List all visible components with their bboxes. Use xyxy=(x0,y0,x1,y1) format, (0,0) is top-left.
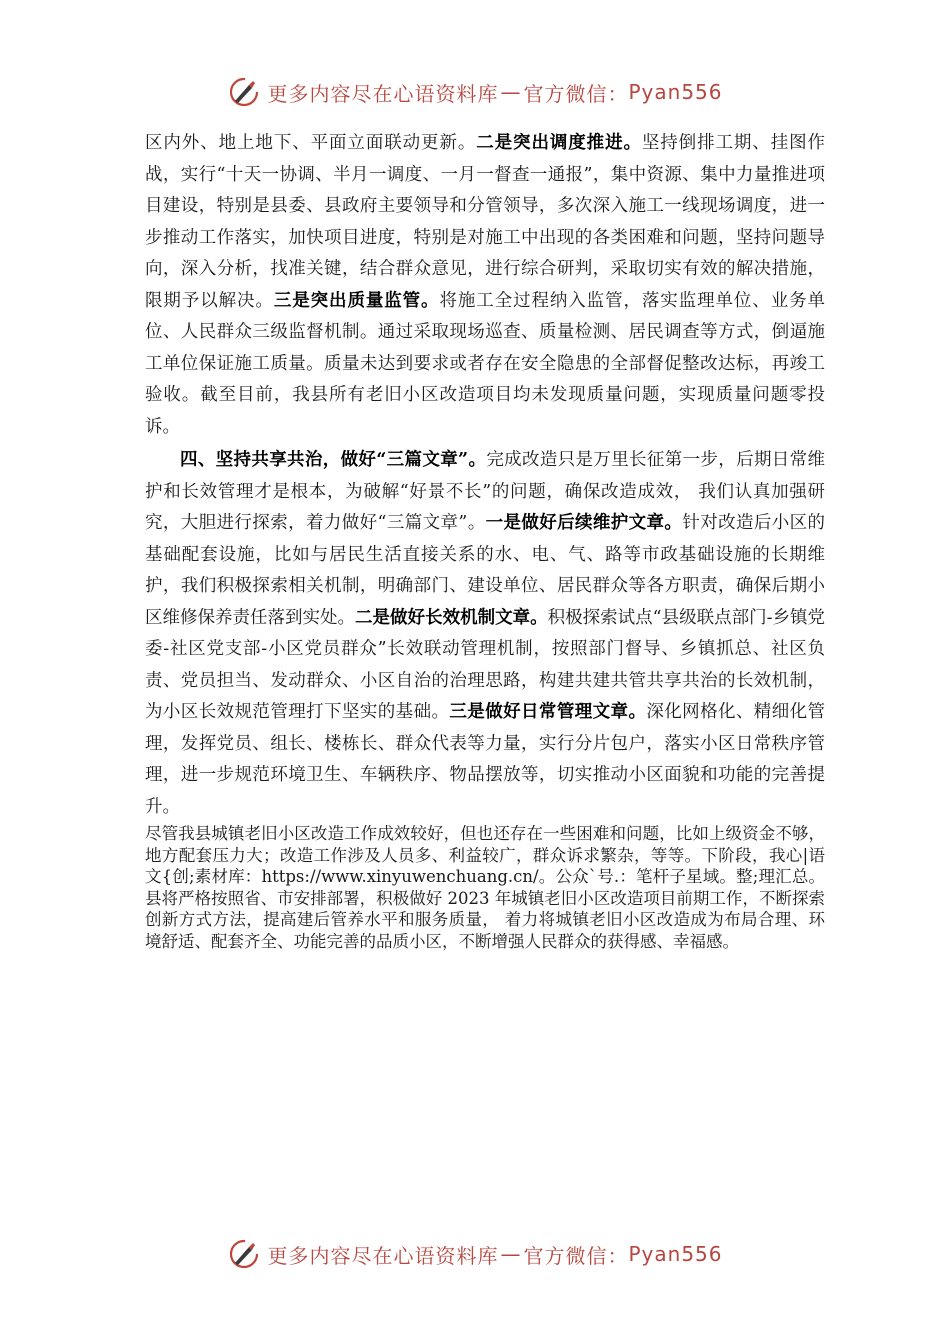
p1-text-1: 区内外、地上地下、平面立面联动更新。 xyxy=(145,133,477,153)
p2-text-3: 积极探索试点“县级联点部门-乡镇党委-社区党支部-小区党员群众”长效联动管理机制，按照部门督导、乡镇抓总、社区负责、党员担当、发动群众、小区自治的治理思路，构建共建共管共享共治的长效机制，为小区长效规范管理打下坚实的基础。 xyxy=(145,607,826,722)
pen-swirl-logo-icon xyxy=(227,1237,261,1271)
p2-text-1: 完成改造只是万里长征第一步，后期日常维护和长效管理才是根本，为破解“好景不长”的问题，确保改造成效， 我们认真加强研究，大胆进行探索，着力做好“三篇文章”。 xyxy=(145,450,825,533)
p2-text-4: 深化网格化、精细化管理，发挥党员、组长、楼栋长、群众代表等力量，实行分片包户，落实小区日常秩序管理，进一步规范环境卫生、车辆秩序、物品摆放等，切实推动小区面貌和功能的完善提升。 xyxy=(145,702,826,817)
footer-watermark-banner xyxy=(0,1232,950,1276)
banner-text-b: 官方微信： xyxy=(523,1243,629,1268)
p1-text-3: 将施工全过程纳入监管，落实监理单位、业务单位、人民群众三级监督机制。通过采取现场巡查、质量检测、居民调查等方式，倒逼施工单位保证施工质量。质量未达到要求或者存在安全隐患的全部督促整改达标，再竣工验收。截至目前，我县所有老旧小区改造项目均未发现质量问题，实现质量问题零投诉。 xyxy=(145,290,826,437)
p2-bold-1: 一是做好后续维护文章。 xyxy=(485,513,683,533)
p2-heading: 四、坚持共享共治，做好“三篇文章”。 xyxy=(180,450,487,470)
p1-bold-2: 三是突出质量监管。 xyxy=(273,290,440,311)
header-watermark-banner xyxy=(0,70,950,114)
paragraph-section-four xyxy=(145,445,825,823)
p2-bold-2: 二是做好长效机制文章。 xyxy=(355,607,548,628)
paragraph-supervision xyxy=(145,128,825,443)
p1-bold-1: 二是突出调度推进。 xyxy=(476,133,642,153)
banner-wechat-id: Pyan556 xyxy=(628,80,723,104)
p2-text-2: 针对改造后小区的基础配套设施，比如与居民生活直接关系的水、电、气、路等市政基础设施的长期维护，我们积极探索相关机制，明确部门、建设单位、居民群众等各方职责，确保后期小区维修保养责任落到实处。 xyxy=(145,513,826,628)
banner-text-a: 更多内容尽在心语资料库 xyxy=(267,1243,499,1268)
paragraph-conclusion: 尽管我县城镇老旧小区改造工作成效较好，但也还存在一些困难和问题，比如上级资金不够，地方配套压力大；改造工作涉及人员多、利益较广，群众诉求繁杂，等等。下阶段，我心|语文{创;素材库：https://www.xinyuwenchuang.cn/。公众`号.：笔杆子星域。整;理汇总。县将严格按照省、市安排部署，积极做好 2023 年城镇老旧小区改造项目前期工作，不断探索创新方式方法，提高建后管养水平和服务质量， 着力将城镇老旧小区改造成为布局合理、环境舒适、配套齐全、功能完善的品质小区，不断增强人民群众的获得感、幸福感。 xyxy=(145,824,825,951)
document-body xyxy=(145,128,825,952)
p2-bold-3: 三是做好日常管理文章。 xyxy=(449,702,647,722)
banner-text-b: 官方微信： xyxy=(523,81,629,106)
banner-text-a: 更多内容尽在心语资料库 xyxy=(267,81,499,106)
p1-text-2: 坚持倒排工期、挂图作战，实行“十天一协调、半月一调度、一月一督查一通报”，集中资源、集中力量推进项目建设，特别是县委、县政府主要领导和分管领导，多次深入施工一线现场调度，进一步推动工作落实，加快项目进度，特别是对施工中出现的各类困难和问题，坚持问题导向，深入分析，找准关键，结合群众意见，进行综合研判，采取切实有效的解决措施，限期予以解决。 xyxy=(145,133,825,311)
banner-dash: — xyxy=(500,1242,522,1266)
banner-wechat-id: Pyan556 xyxy=(628,1242,723,1266)
banner-dash: — xyxy=(500,80,522,104)
pen-swirl-logo-icon xyxy=(227,75,261,109)
